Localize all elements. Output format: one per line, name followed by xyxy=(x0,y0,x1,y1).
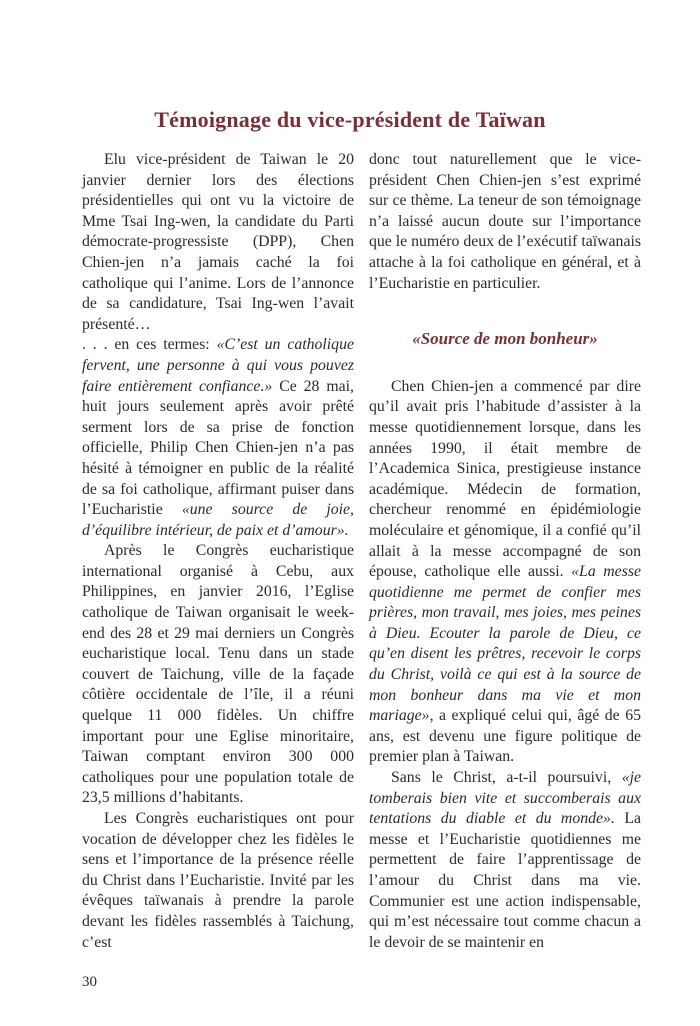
paragraph xyxy=(82,150,354,335)
right-column xyxy=(369,150,641,953)
paragraph xyxy=(369,150,641,294)
quote-run: «C’est un catholique fervent, une personne à qui vous pouvez faire entièrement confiance.» xyxy=(82,336,354,395)
text-run: , a expliqué celui qui, âgé de 65 ans, est devenu une figure politique de premier plan à Taiwan. xyxy=(369,707,641,766)
text-run: Elu vice-président de Taiwan le 20 janvier dernier lors des élections présidentielles qui ont vu la victoire de Mme Tsai Ing-wen, la candidate du Parti démocrate-progressiste (DPP), Chen Chien-jen n’a jamais caché la foi catholique qui l’anime. Lors de l’annonce de sa candidature, Tsai Ing-wen l’avait présenté… xyxy=(82,151,354,333)
text-run: La messe et l’Eucharistie quotidiennes me permettent de faire l’apprentissage de l’amour du Christ dans ma vie. Communier est une action indispensable, qui m’est nécessaire tout comme chacun a le devoir de se maintenir en xyxy=(369,810,641,951)
page-number: 30 xyxy=(82,974,97,990)
quote-run: «je tomberais bien vite et succomberais aux tentations du diable et du monde». xyxy=(369,769,641,828)
text-run: Les Congrès eucharistiques ont pour vocation de développer chez les fidèles le sens et l’importance de la présence réelle du Christ dans l’Eucharistie. Invité par les évêques taïwanais à prendre la parole devant les fidèles rassemblés à Taichung, c’est xyxy=(82,810,354,951)
paragraph xyxy=(82,809,354,953)
text-run: Chen Chien-jen a commencé par dire qu’il avait pris l’habitude d’assister à la messe quotidiennement lorsque, dans les années 1990, il était membre de l’Academica Sinica, prestigieuse instance académique. Médecin de formation, chercheur renommé en épidémiologie moléculaire et génomique, il a confié qu’il allait à la messe accompagné de son épouse, catholique elle aussi. xyxy=(369,377,641,581)
paragraph xyxy=(82,541,354,809)
paragraph xyxy=(82,335,354,541)
quote-run: «une source de joie, d’équilibre intérieur, de paix et d’amour». xyxy=(82,501,355,539)
article-title: Témoignage du vice-président de Taïwan xyxy=(154,106,546,132)
left-column xyxy=(82,150,354,953)
text-run: . . . en ces termes: xyxy=(82,336,217,354)
paragraph xyxy=(369,768,641,953)
quote-run: «La messe quotidienne me permet de confier mes prières, mon travail, mes joies, mes peines à Dieu. Ecouter la parole de Dieu, ce qu’en disent les prêtres, recevoir le corps du Christ, voilà ce qui est à la source de mon bonheur dans ma vie et mon mariage» xyxy=(369,563,641,725)
text-run: Ce 28 mai, huit jours seulement après avoir prêté serment lors de sa prise de fonction officielle, Philip Chen Chien-jen n’a pas hésité à témoigner en public de la réalité de sa foi catholique, affirmant puiser dans l’Eucharistie xyxy=(82,377,354,519)
text-run: donc tout naturellement que le vice-président Chen Chien-jen s’est exprimé sur ce thème. La teneur de son témoignage n’a laissé aucun doute sur l’importance que le numéro deux de l’exécutif taïwanais attache à la foi catholique en général, et à l’Eucharistie en particulier. xyxy=(369,151,641,292)
paragraph xyxy=(369,377,641,768)
text-run: Après le Congrès eucharistique international organisé à Cebu, aux Philippines, en janvier 2016, l’Eglise catholique de Taiwan organisait le week-end des 28 et 29 mai derniers un Congrès eucharistique local. Tenu dans un stade couvert de Taichung, ville de la façade côtière occidentale de l’île, il a réuni quelque 11 000 fidèles. Un chiffre important pour une Eglise minoritaire, Taiwan comptant environ 300 000 catholiques pour une population totale de 23,5 millions d’habitants. xyxy=(82,542,354,807)
text-run: Sans le Christ, a-t-il poursuivi, xyxy=(391,769,622,787)
section-subheading: «Source de mon bonheur» xyxy=(412,329,598,349)
